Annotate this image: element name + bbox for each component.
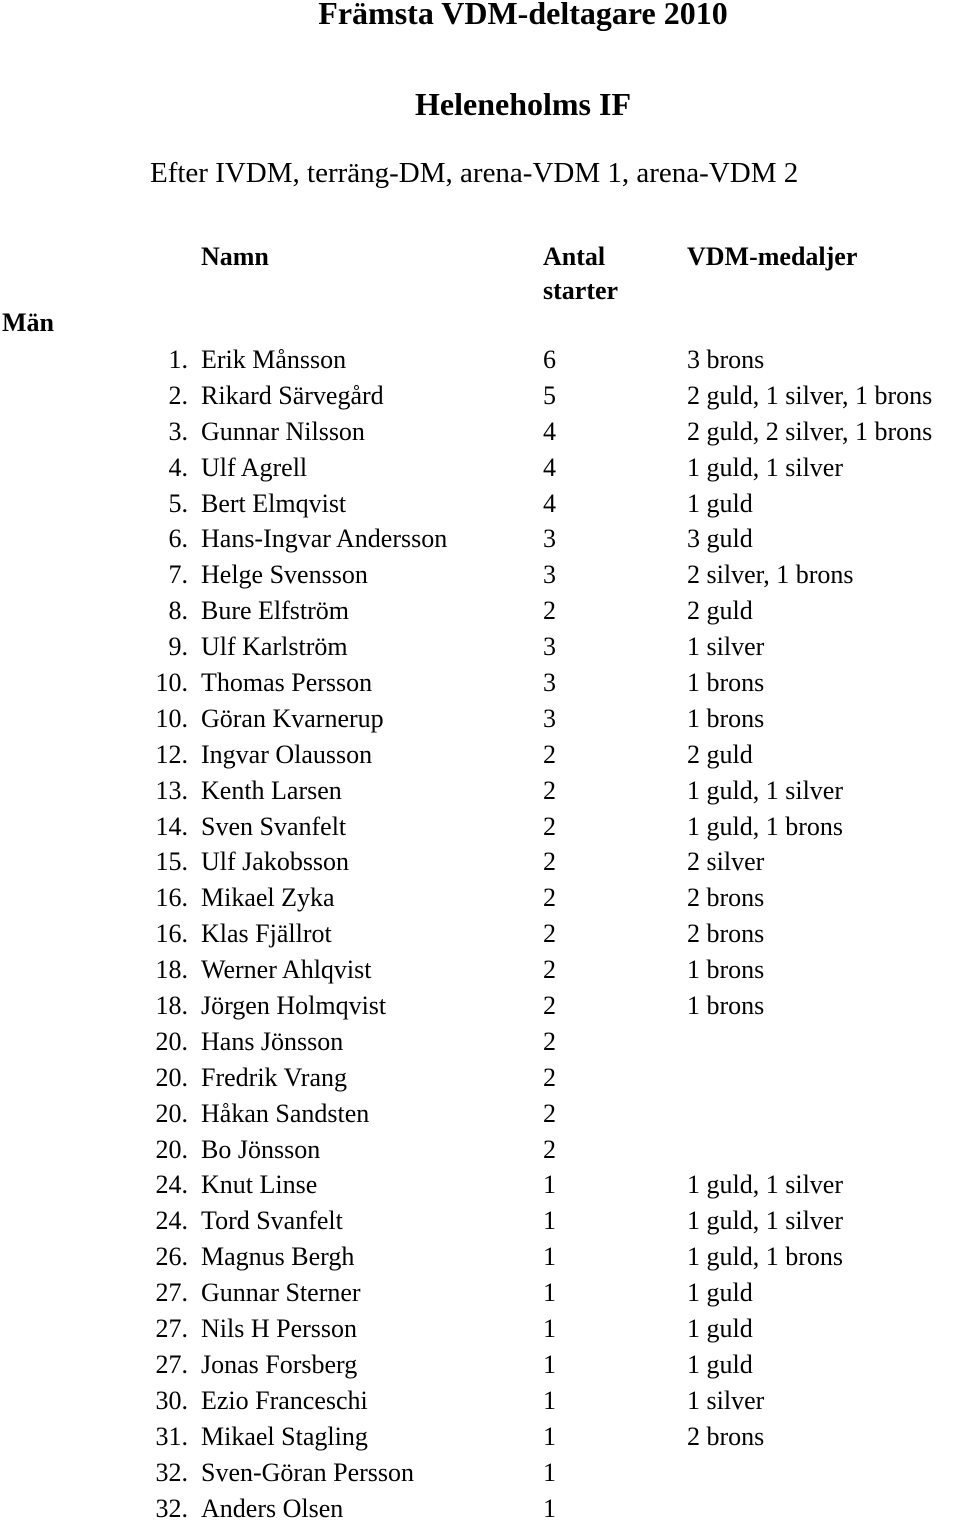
row-starts: 3 [543, 665, 556, 701]
row-rank: 20. [100, 1024, 188, 1060]
row-rank: 12. [100, 737, 188, 773]
table-row [0, 916, 960, 952]
table-row [0, 414, 960, 450]
row-starts: 1 [543, 1347, 556, 1383]
row-medals: 2 guld [687, 593, 753, 629]
table-row [0, 988, 960, 1024]
table-row [0, 880, 960, 916]
table-row [0, 342, 960, 378]
row-name: Bure Elfström [201, 593, 349, 629]
table-row [0, 1239, 960, 1275]
row-medals: 1 guld, 1 brons [687, 809, 843, 845]
column-header-starts-line1: Antal [543, 240, 618, 274]
row-medals: 3 brons [687, 342, 764, 378]
row-medals: 1 guld, 1 silver [687, 1167, 843, 1203]
row-rank: 24. [100, 1167, 188, 1203]
row-medals: 1 brons [687, 952, 764, 988]
table-row [0, 665, 960, 701]
row-starts: 2 [543, 773, 556, 809]
row-rank: 16. [100, 916, 188, 952]
row-medals: 1 guld [687, 1311, 753, 1347]
table-row [0, 1491, 960, 1526]
row-rank: 27. [100, 1311, 188, 1347]
row-name: Rikard Särvegård [201, 378, 384, 414]
row-rank: 5. [100, 486, 188, 522]
table-row [0, 844, 960, 880]
table-row [0, 1096, 960, 1132]
row-medals: 1 brons [687, 701, 764, 737]
row-starts: 2 [543, 988, 556, 1024]
table-row [0, 486, 960, 522]
row-starts: 3 [543, 629, 556, 665]
club-name: Heleneholms IF [0, 86, 960, 123]
row-medals: 1 guld, 1 brons [687, 1239, 843, 1275]
row-rank: 8. [100, 593, 188, 629]
row-name: Göran Kvarnerup [201, 701, 384, 737]
table-row [0, 378, 960, 414]
row-starts: 2 [543, 1096, 556, 1132]
table-row [0, 557, 960, 593]
row-medals: 1 guld, 1 silver [687, 773, 843, 809]
row-starts: 2 [543, 809, 556, 845]
table-row [0, 521, 960, 557]
row-starts: 1 [543, 1455, 556, 1491]
row-name: Sven-Göran Persson [201, 1455, 414, 1491]
row-name: Ezio Franceschi [201, 1383, 368, 1419]
row-name: Ulf Karlström [201, 629, 348, 665]
column-header-starts-line2: starter [543, 274, 618, 308]
table-row [0, 952, 960, 988]
row-name: Magnus Bergh [201, 1239, 354, 1275]
row-starts: 2 [543, 880, 556, 916]
row-name: Ulf Jakobsson [201, 844, 349, 880]
row-starts: 2 [543, 1024, 556, 1060]
row-starts: 2 [543, 737, 556, 773]
table-row [0, 1455, 960, 1491]
table-row [0, 1167, 960, 1203]
row-name: Fredrik Vrang [201, 1060, 347, 1096]
row-starts: 6 [543, 342, 556, 378]
row-rank: 31. [100, 1419, 188, 1455]
row-medals: 1 guld, 1 silver [687, 1203, 843, 1239]
row-name: Gunnar Sterner [201, 1275, 361, 1311]
row-starts: 2 [543, 1060, 556, 1096]
section-label-men: Män [2, 306, 54, 340]
table-row [0, 1383, 960, 1419]
row-medals: 2 silver [687, 844, 764, 880]
row-name: Knut Linse [201, 1167, 317, 1203]
row-medals: 1 guld [687, 1347, 753, 1383]
row-name: Kenth Larsen [201, 773, 342, 809]
row-name: Gunnar Nilsson [201, 414, 365, 450]
row-name: Tord Svanfelt [201, 1203, 343, 1239]
column-header-name: Namn [201, 240, 269, 274]
row-rank: 4. [100, 450, 188, 486]
table-row [0, 737, 960, 773]
table-row [0, 773, 960, 809]
row-starts: 2 [543, 952, 556, 988]
table-row [0, 450, 960, 486]
row-name: Ingvar Olausson [201, 737, 372, 773]
row-rank: 20. [100, 1096, 188, 1132]
table-row [0, 629, 960, 665]
row-starts: 1 [543, 1383, 556, 1419]
table-row [0, 1419, 960, 1455]
document-subtitle: Efter IVDM, terräng-DM, arena-VDM 1, arena-VDM 2 [150, 157, 798, 190]
row-rank: 30. [100, 1383, 188, 1419]
row-medals: 2 brons [687, 916, 764, 952]
row-name: Klas Fjällrot [201, 916, 332, 952]
table-row [0, 1347, 960, 1383]
row-name: Mikael Zyka [201, 880, 335, 916]
row-starts: 3 [543, 701, 556, 737]
table-row [0, 1311, 960, 1347]
row-rank: 18. [100, 988, 188, 1024]
row-starts: 1 [543, 1419, 556, 1455]
row-name: Jörgen Holmqvist [201, 988, 386, 1024]
row-starts: 2 [543, 593, 556, 629]
row-rank: 32. [100, 1491, 188, 1526]
row-medals: 2 brons [687, 1419, 764, 1455]
row-rank: 32. [100, 1455, 188, 1491]
row-name: Anders Olsen [201, 1491, 343, 1526]
row-starts: 1 [543, 1275, 556, 1311]
row-starts: 2 [543, 916, 556, 952]
row-starts: 2 [543, 844, 556, 880]
row-medals: 1 guld [687, 486, 753, 522]
row-name: Erik Månsson [201, 342, 346, 378]
row-rank: 16. [100, 880, 188, 916]
table-row [0, 593, 960, 629]
row-medals: 1 guld, 1 silver [687, 450, 843, 486]
row-name: Sven Svanfelt [201, 809, 346, 845]
row-medals: 1 silver [687, 629, 764, 665]
row-rank: 26. [100, 1239, 188, 1275]
row-starts: 1 [543, 1239, 556, 1275]
row-rank: 10. [100, 701, 188, 737]
row-name: Hans-Ingvar Andersson [201, 521, 447, 557]
row-name: Nils H Persson [201, 1311, 357, 1347]
row-starts: 3 [543, 521, 556, 557]
row-medals: 2 guld [687, 737, 753, 773]
row-medals: 1 brons [687, 988, 764, 1024]
row-medals: 2 guld, 1 silver, 1 brons [687, 378, 932, 414]
row-rank: 15. [100, 844, 188, 880]
row-rank: 1. [100, 342, 188, 378]
row-rank: 27. [100, 1275, 188, 1311]
table-row [0, 701, 960, 737]
row-rank: 14. [100, 809, 188, 845]
column-header-medals: VDM-medaljer [687, 240, 857, 274]
row-rank: 13. [100, 773, 188, 809]
row-medals: 2 silver, 1 brons [687, 557, 854, 593]
row-starts: 3 [543, 557, 556, 593]
row-starts: 5 [543, 378, 556, 414]
row-medals: 1 brons [687, 665, 764, 701]
row-name: Werner Ahlqvist [201, 952, 372, 988]
row-medals: 2 guld, 2 silver, 1 brons [687, 414, 932, 450]
row-medals: 1 silver [687, 1383, 764, 1419]
row-name: Bert Elmqvist [201, 486, 346, 522]
row-name: Jonas Forsberg [201, 1347, 357, 1383]
document-title: Främsta VDM-deltagare 2010 [0, 0, 960, 32]
row-starts: 4 [543, 450, 556, 486]
table-row [0, 809, 960, 845]
table-row [0, 1203, 960, 1239]
row-name: Bo Jönsson [201, 1132, 320, 1168]
row-name: Mikael Stagling [201, 1419, 368, 1455]
row-starts: 1 [543, 1167, 556, 1203]
results-table [0, 342, 960, 1526]
row-starts: 4 [543, 486, 556, 522]
row-rank: 20. [100, 1132, 188, 1168]
row-name: Hans Jönsson [201, 1024, 343, 1060]
row-rank: 27. [100, 1347, 188, 1383]
row-rank: 7. [100, 557, 188, 593]
table-row [0, 1060, 960, 1096]
row-rank: 3. [100, 414, 188, 450]
row-medals: 1 guld [687, 1275, 753, 1311]
row-starts: 1 [543, 1491, 556, 1526]
row-rank: 6. [100, 521, 188, 557]
row-medals: 2 brons [687, 880, 764, 916]
row-rank: 18. [100, 952, 188, 988]
row-starts: 2 [543, 1132, 556, 1168]
row-rank: 20. [100, 1060, 188, 1096]
row-starts: 1 [543, 1203, 556, 1239]
row-name: Håkan Sandsten [201, 1096, 369, 1132]
row-starts: 4 [543, 414, 556, 450]
row-rank: 2. [100, 378, 188, 414]
table-row [0, 1132, 960, 1168]
row-starts: 1 [543, 1311, 556, 1347]
row-name: Helge Svensson [201, 557, 368, 593]
row-rank: 10. [100, 665, 188, 701]
row-medals: 3 guld [687, 521, 753, 557]
row-name: Thomas Persson [201, 665, 372, 701]
row-name: Ulf Agrell [201, 450, 307, 486]
column-header-starts [543, 240, 618, 308]
table-row [0, 1024, 960, 1060]
table-row [0, 1275, 960, 1311]
row-rank: 9. [100, 629, 188, 665]
row-rank: 24. [100, 1203, 188, 1239]
